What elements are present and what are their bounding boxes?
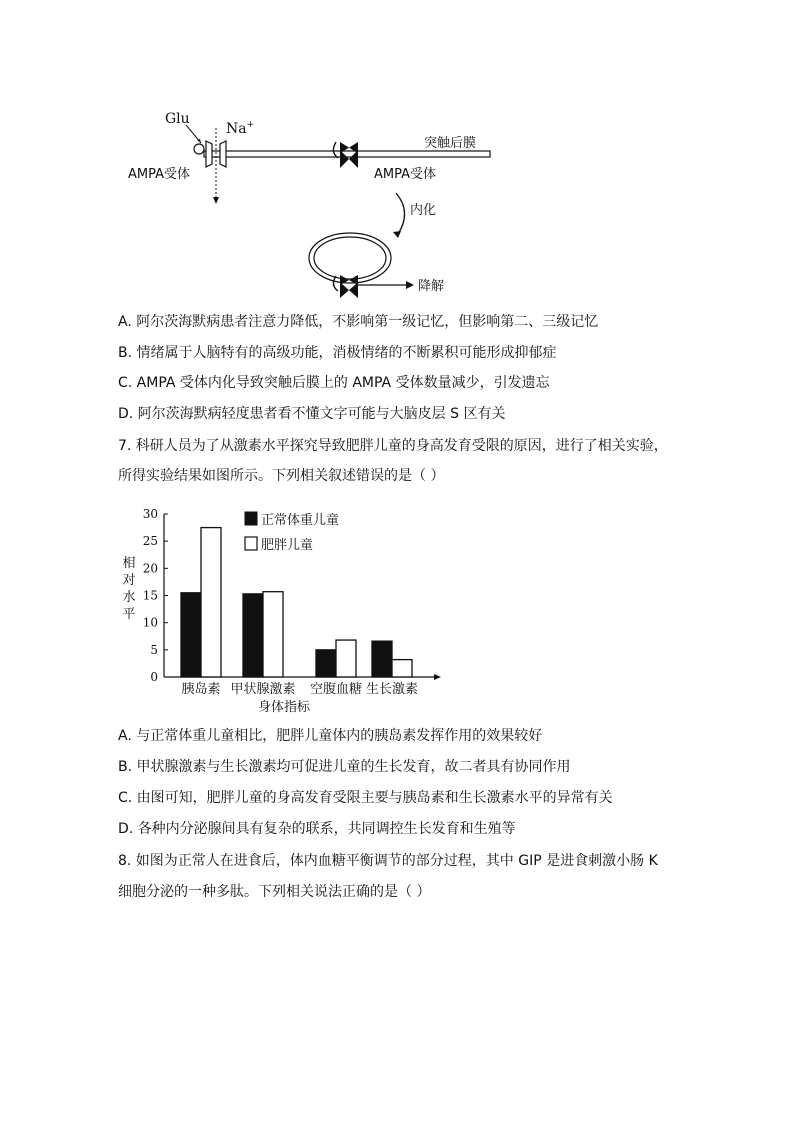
legend-swatch-normal <box>245 512 257 525</box>
degrade-label: 降解 <box>418 279 445 294</box>
legend-label-normal: 正常体重儿童 <box>261 513 340 528</box>
bar-normal <box>243 594 263 677</box>
q8-stem-line1: 8. 如图为正常人在进食后，体内血糖平衡调节的部分过程，其中 GIP 是进食刺激小肠 K <box>118 853 658 869</box>
q7-option-b: B. 甲状腺激素与生长激素均可促进儿童的生长发育，故二者具有协同作用 <box>118 759 571 775</box>
y-axis-label-char: 对 <box>122 573 136 588</box>
q8-stem-line2: 细胞分泌的一种多肽。下列相关说法正确的是（ ） <box>118 884 431 900</box>
y-tick-label: 30 <box>142 507 158 521</box>
y-tick-label: 5 <box>150 642 158 657</box>
x-axis-label: 身体指标 <box>257 700 311 715</box>
legend-swatch-obese <box>245 537 257 550</box>
y-tick-label: 15 <box>142 588 158 603</box>
bar-normal <box>181 593 201 677</box>
q6-option-c: C. AMPA 受体内化导致突触后膜上的 AMPA 受体数量减少，引发遗忘 <box>118 375 550 391</box>
y-tick-label: 25 <box>142 534 158 549</box>
q6-option-a: A. 阿尔茨海默病患者注意力降低，不影响第一级记忆，但影响第二、三级记忆 <box>118 314 599 330</box>
glu-molecule <box>194 144 204 154</box>
q6-option-b: B. 情绪属于人脑特有的高级功能，消极情绪的不断累积可能形成抑郁症 <box>118 345 557 361</box>
y-tick-label: 20 <box>142 561 158 576</box>
receptor-label-right: AMPA受体 <box>374 167 437 182</box>
bar-obese <box>392 660 412 677</box>
na-label: Na+ <box>226 120 255 137</box>
q7-stem-line2: 所得实验结果如图所示。下列相关叙述错误的是（ ） <box>118 468 445 484</box>
postsynaptic-membrane <box>204 151 490 157</box>
bar-obese <box>336 640 356 677</box>
membrane-label: 突触后膜 <box>424 136 477 151</box>
ampa-receptor-left-icon <box>206 141 212 167</box>
bar-obese <box>263 592 283 677</box>
receptor-label-left: AMPA受体 <box>128 167 191 182</box>
endocytic-vesicle <box>309 233 391 283</box>
q7-option-a: A. 与正常体重儿童相比，肥胖儿童体内的胰岛素发挥作用的效果较好 <box>118 728 543 744</box>
y-axis-label-char: 平 <box>122 607 136 622</box>
y-axis-label-char: 相 <box>122 556 136 571</box>
glu-label: Glu <box>165 111 190 127</box>
q7-option-c: C. 由图可知，肥胖儿童的身高发育受限主要与胰岛素和生长激素水平的异常有关 <box>118 790 613 806</box>
bar-obese <box>201 528 221 677</box>
y-axis-label <box>122 555 135 622</box>
bar-normal <box>372 641 392 677</box>
legend-label-obese: 肥胖儿童 <box>261 538 314 553</box>
x-category-label: 胰岛素 <box>181 682 221 697</box>
internalize-label: 内化 <box>410 203 437 218</box>
y-tick-label: 0 <box>150 670 158 684</box>
q7-stem-line1: 7. 科研人员为了从激素水平探究导致肥胖儿童的身高发育受限的原因，进行了相关实验， <box>118 438 668 454</box>
q7-option-d: D. 各种内分泌腺间具有复杂的联系，共同调控生长发育和生殖等 <box>118 821 516 837</box>
y-tick-label: 10 <box>142 615 158 630</box>
ampa-receptor-left-icon-2 <box>220 141 226 167</box>
x-category-label: 甲状腺激素 <box>230 682 296 697</box>
x-category-label: 空腹血糖 <box>309 682 363 697</box>
bar-normal <box>316 650 336 677</box>
internalize-arrow <box>396 193 405 234</box>
q6-option-d: D. 阿尔茨海默病轻度患者看不懂文字可能与大脑皮层 S 区有关 <box>118 406 506 422</box>
y-axis-label-char: 水 <box>122 590 136 605</box>
x-category-label: 生长激素 <box>365 682 419 697</box>
hormone-bar-chart <box>0 500 794 720</box>
